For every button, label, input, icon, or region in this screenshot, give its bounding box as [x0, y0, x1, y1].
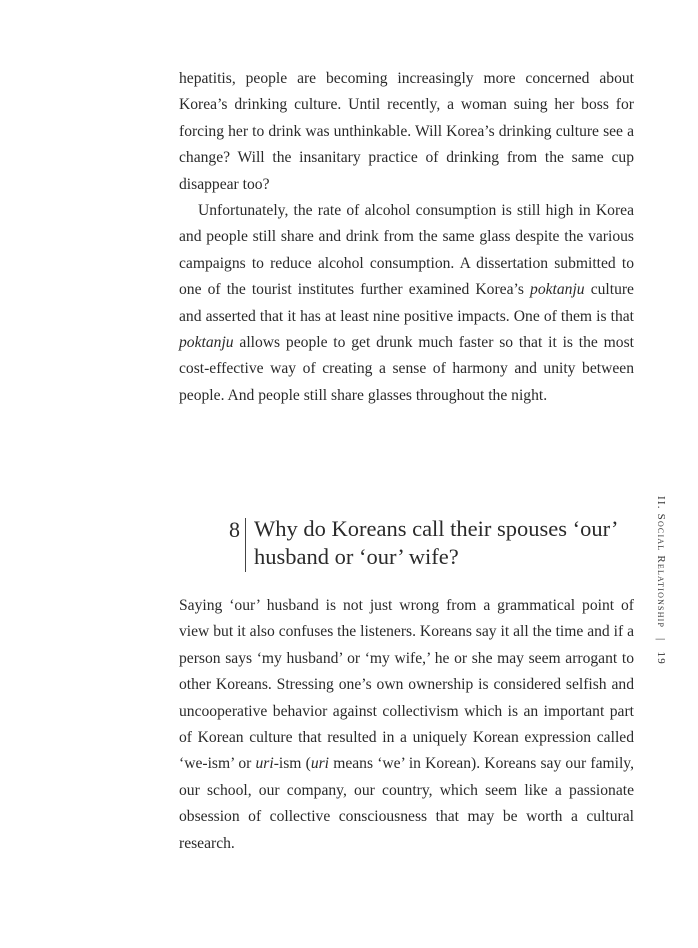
heading-divider [245, 518, 246, 572]
text-run: means ‘we’ in Korean). Koreans say our family, our school, our company, our country, which seem like a passionate obsession of collective consciousness that may be worth a cultural research. [179, 755, 634, 852]
section-title [254, 515, 644, 571]
page-number: 19 [655, 651, 667, 665]
running-head [655, 496, 667, 665]
body-text-top [179, 66, 634, 409]
italic-term: uri [255, 755, 274, 773]
section-heading [214, 515, 644, 575]
text-run: Saying ‘our’ husband is not just wrong from a grammatical point of view but it also confuses the listeners. Koreans say it all the time and if a person says ‘my husband’ or ‘my wife,’ he or she may seem arrogant to other Koreans. Stressing one’s own ownership is considered selfish and uncooperative behavior against collectivism which is an important part of Korean culture that resulted in a uniquely Korean expression called ‘we-ism’ or [179, 597, 634, 773]
section-number: 8 [229, 517, 240, 542]
text-run: allows people to get drunk much faster so that it is the most cost-effective way of creating a sense of harmony and unity between people. And people still share glasses throughout the night. [179, 334, 634, 404]
running-head-separator: | [655, 638, 667, 642]
italic-term: poktanju [179, 334, 234, 352]
section-title-line-1: Why do Koreans call their spouses ‘our’ [254, 516, 619, 541]
text-run: -ism ( [273, 755, 311, 773]
italic-term: poktanju [530, 281, 585, 299]
body-text-bottom [179, 593, 634, 857]
text-run: Unfortunately, the rate of alcohol consumption is still high in Korea and people still share and drink from the same glass despite the various campaigns to reduce alcohol consumption. A dissertation submitted to one of the tourist institutes further examined Korea’s [179, 202, 634, 299]
paragraph-continued: hepatitis, people are becoming increasingly more concerned about Korea’s drinking culture. Until recently, a woman suing her boss for forcing her to drink was unthinkable. Will Korea’s drinking culture see a change? Will the insanitary practice of drinking from the same cup disappear too? [179, 70, 634, 193]
section-title-line-2: husband or ‘our’ wife? [254, 544, 459, 569]
paragraph-we-ism [179, 593, 634, 857]
chapter-title: II. Social Relationship [655, 496, 667, 629]
paragraph-poktanju [179, 198, 634, 409]
italic-term: uri [310, 755, 330, 773]
text-run: culture and asserted that it has at least nine positive impacts. One of them is that [179, 281, 634, 325]
